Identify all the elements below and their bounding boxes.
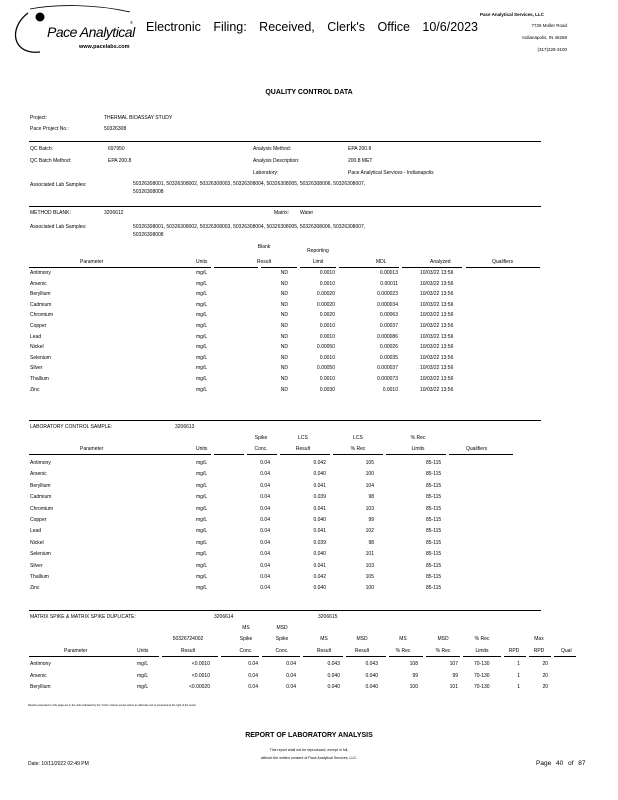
cell-rec-limits: 85-115 [426, 528, 442, 535]
cell-parameter: Nickel [30, 344, 44, 351]
col-header-sample-1: 50326724002 [172, 636, 204, 642]
cell-blank-result: ND [280, 333, 288, 340]
lcs-id: 3206613 [175, 424, 195, 430]
cell-rec-limits: 85-115 [426, 574, 442, 580]
cell-msd-rec: 99 [452, 672, 458, 679]
project-value: THERMAL BIOASSAY STUDY [104, 115, 173, 121]
cell-blank-result: ND [280, 280, 288, 287]
col-header-units: Units [137, 648, 149, 654]
cell-units: mg/L [196, 312, 208, 319]
cell-lcs-rec: 103 [365, 505, 374, 512]
cell-lcs-result: 0.042 [313, 574, 326, 580]
cell-units: mg/L [196, 517, 208, 523]
cell-parameter: Chromium [30, 312, 54, 319]
cell-lcs-rec: 100 [365, 471, 374, 478]
cell-mdl: 0.000037 [377, 365, 398, 372]
cell-parameter: Arsenic [30, 672, 47, 679]
cell-reporting-limit: 0.0010 [319, 323, 335, 329]
registered-mark: ® [130, 20, 133, 25]
analysis-method-value: EPA 200.8 [348, 146, 372, 152]
cell-lcs-rec: 102 [365, 528, 374, 535]
cell-ms-result: 0.040 [327, 684, 340, 690]
cell-mdl: 0.000086 [377, 333, 398, 340]
blank-associated-samples-line-2: 50326308008 [133, 232, 164, 238]
cell-spike-conc: 0.04 [260, 471, 270, 478]
method-blank-label: METHOD BLANK: [30, 210, 71, 216]
cell-ms-rec: 99 [412, 672, 418, 679]
cell-reporting-limit: 0.0010 [319, 354, 335, 361]
cell-units: mg/L [196, 323, 208, 329]
col-header-ms-spike-1: Spike [239, 636, 253, 642]
cell-spike-conc: 0.04 [260, 574, 270, 580]
cell-mdl: 0.00063 [379, 312, 398, 319]
disclaimer-line-2: without the written consent of Pace Analytical Services, LLC. [260, 756, 358, 760]
cell-mdl: 0.00011 [380, 280, 398, 287]
cell-parameter: Selenium [30, 551, 51, 558]
col-header-mdl: MDL [376, 259, 387, 265]
cell-rec-limits: 85-115 [426, 505, 442, 512]
cell-blank-result: ND [280, 344, 288, 351]
col-header-blank-1: Blank [257, 244, 271, 250]
disclaimer-line-1: This report shall not be reproduced, except in full, [269, 748, 349, 752]
divider [29, 610, 541, 611]
company-address-line-1: 7726 Moller Road [531, 23, 567, 28]
cell-ms-spike: 0.04 [248, 672, 258, 679]
cell-parameter: Nickel [30, 539, 44, 546]
cell-rec-limits: 85-115 [426, 551, 442, 558]
cell-units: mg/L [196, 482, 208, 489]
cell-ms-spike: 0.04 [248, 684, 258, 690]
cell-parameter: Thallium [30, 376, 49, 382]
cell-units: mg/L [137, 661, 149, 667]
matrix-label: Matrix: [274, 210, 289, 216]
cell-lcs-result: 0.039 [313, 494, 326, 501]
cell-blank-result: ND [280, 376, 288, 382]
cell-units: mg/L [196, 344, 208, 351]
cell-rec-limits: 85-115 [426, 460, 442, 466]
cell-units: mg/L [196, 585, 208, 592]
msd-id: 3206615 [318, 614, 338, 620]
cell-lcs-rec: 101 [365, 551, 374, 558]
laboratory-label: Laboratory: [253, 170, 279, 176]
cell-reporting-limit: 0.00020 [316, 301, 335, 308]
cell-units: mg/L [196, 386, 208, 393]
qc-batch-value: 697950 [108, 146, 125, 152]
cell-lcs-rec: 100 [365, 585, 374, 592]
cell-parameter: Lead [30, 333, 42, 340]
cell-reporting-limit: 0.0010 [319, 333, 335, 340]
col-header-parameter: Parameter [80, 259, 104, 265]
cell-parameter: Copper [30, 323, 47, 329]
cell-blank-result: ND [280, 301, 288, 308]
cell-spike-conc: 0.04 [260, 494, 270, 501]
col-header-msd-rec-1: MSD [437, 636, 449, 642]
col-header-limits-2: Limits [411, 446, 425, 452]
blank-associated-samples-line-1: 50326308001, 50326308002, 50326308003, 50326308004, 50326308005, 50326308006, 50326308007, [133, 224, 366, 230]
cell-lcs-rec: 105 [365, 574, 374, 580]
cell-units: mg/L [196, 365, 208, 372]
divider [29, 141, 541, 142]
divider [29, 206, 541, 207]
cell-mdl: 0.00026 [379, 344, 398, 351]
cell-rec-limits: 85-115 [426, 585, 442, 592]
cell-parameter: Antimony [30, 270, 51, 276]
cell-parameter: Antimony [30, 460, 51, 466]
col-header-parameter: Parameter [80, 446, 104, 452]
cell-reporting-limit: 0.0010 [319, 280, 335, 287]
cell-lcs-result: 0.041 [313, 505, 326, 512]
cell-lcs-result: 0.041 [313, 562, 326, 569]
cell-spike-conc: 0.04 [260, 460, 270, 466]
col-header-sample-2: Result [180, 648, 196, 654]
cell-reporting-limit: 0.0010 [319, 376, 335, 382]
cell-blank-result: ND [280, 291, 288, 298]
cell-mdl: 0.000073 [377, 376, 398, 382]
cell-parameter: Silver [30, 365, 43, 372]
cell-analyzed: 10/03/22 13:56 [420, 354, 454, 361]
cell-parameter: Beryllium [30, 291, 51, 298]
col-header-qualifiers: Qualifiers [492, 259, 514, 265]
cell-units: mg/L [196, 505, 208, 512]
cell-reporting-limit: 0.0020 [319, 312, 335, 319]
divider [29, 420, 541, 421]
cell-ms-rec: 100 [409, 684, 418, 690]
cell-units: mg/L [196, 471, 208, 478]
cell-ms-spike: 0.04 [248, 661, 258, 667]
ms-msd-label: MATRIX SPIKE & MATRIX SPIKE DUPLICATE: [30, 614, 136, 620]
cell-spike-conc: 0.04 [260, 585, 270, 592]
col-header-limit-1: Reporting [307, 248, 329, 254]
col-header-parameter: Parameter [64, 648, 88, 654]
cell-rec-limits: 70-130 [474, 672, 490, 679]
cell-spike-conc: 0.04 [260, 551, 270, 558]
cell-lcs-rec: 98 [368, 539, 374, 546]
cell-lcs-result: 0.040 [313, 471, 326, 478]
col-header-max-rpd-1: Max [534, 636, 544, 642]
report-date: Date: 10/11/2022 02:49 PM [28, 761, 89, 767]
cell-msd-spike: 0.04 [286, 684, 296, 690]
col-header-msd-spike-0: MSD [276, 625, 288, 631]
ms-id: 3206614 [214, 614, 234, 620]
cell-parameter: Silver [30, 562, 43, 569]
cell-analyzed: 10/03/22 13:56 [420, 323, 454, 329]
filing-stamp: Electronic Filing: Received, Clerk's Office 10/6/2023 [146, 20, 479, 34]
cell-lcs-rec: 104 [365, 482, 374, 489]
company-name: Pace Analytical Services, LLC [480, 12, 544, 17]
col-header-spike-2: Conc. [254, 446, 268, 452]
associated-samples-line-2: 50326308008 [133, 189, 164, 195]
col-header-ms-rec-2: % Rec [395, 648, 411, 654]
cell-blank-result: ND [280, 312, 288, 319]
cell-blank-result: ND [280, 323, 288, 329]
col-header-lcs-1: LCS [298, 435, 308, 441]
cell-mdl: 0.000023 [377, 291, 398, 298]
col-header-ms-spike-0: MS [242, 625, 250, 631]
cell-rpd: 1 [517, 684, 520, 690]
col-header-msd-rec-2: % Rec [435, 648, 451, 654]
cell-units: mg/L [137, 684, 149, 690]
cell-sample-result: <0.0010 [191, 672, 210, 679]
cell-lcs-result: 0.039 [313, 539, 326, 546]
cell-analyzed: 10/03/22 13:56 [420, 270, 454, 276]
cell-rec-limits: 70-130 [474, 661, 490, 667]
cell-rpd: 1 [517, 672, 520, 679]
cell-lcs-result: 0.040 [313, 517, 326, 523]
cell-spike-conc: 0.04 [260, 539, 270, 546]
cell-blank-result: ND [280, 386, 288, 393]
report-title: REPORT OF LABORATORY ANALYSIS [245, 732, 373, 739]
cell-sample-result: <0.0010 [191, 661, 210, 667]
cell-msd-spike: 0.04 [286, 661, 296, 667]
cell-units: mg/L [196, 270, 208, 276]
cell-analyzed: 10/03/22 13:56 [420, 280, 454, 287]
qc-method-value: EPA 200.8 [108, 158, 132, 164]
cell-rec-limits: 70-130 [474, 684, 490, 690]
cell-parameter: Arsenic [30, 280, 47, 287]
cell-parameter: Lead [30, 528, 42, 535]
cell-units: mg/L [196, 562, 208, 569]
cell-parameter: Zinc [30, 386, 40, 393]
cell-rec-limits: 85-115 [426, 482, 442, 489]
cell-spike-conc: 0.04 [260, 505, 270, 512]
cell-ms-result: 0.043 [327, 661, 340, 667]
col-header-lcs-rec-2: % Rec [350, 446, 366, 452]
qc-method-label: QC Batch Method: [30, 158, 72, 164]
cell-blank-result: ND [280, 365, 288, 372]
cell-analyzed: 10/03/22 13:56 [420, 365, 454, 372]
page-title: QUALITY CONTROL DATA [265, 89, 353, 96]
col-header-qualifiers: Qualifiers [466, 446, 488, 452]
cell-msd-spike: 0.04 [286, 672, 296, 679]
cell-rec-limits: 85-115 [426, 517, 442, 523]
cell-analyzed: 10/03/22 13:56 [420, 291, 454, 298]
cell-max-rpd: 20 [542, 684, 548, 690]
col-header-rpd: RPD [508, 648, 520, 654]
cell-units: mg/L [196, 494, 208, 501]
cell-blank-result: ND [280, 354, 288, 361]
pace-project-label: Pace Project No.: [30, 126, 69, 132]
cell-mdl: 0.000034 [377, 301, 398, 308]
cell-units: mg/L [196, 528, 208, 535]
cell-rec-limits: 85-115 [426, 494, 442, 501]
cell-lcs-rec: 98 [368, 494, 374, 501]
cell-units: mg/L [137, 672, 149, 679]
cell-analyzed: 10/03/22 13:56 [420, 376, 454, 382]
cell-ms-result: 0.040 [327, 672, 340, 679]
cell-mdl: 0.00035 [379, 354, 398, 361]
cell-analyzed: 10/03/22 13:56 [420, 312, 454, 319]
col-header-max-rpd-2: RPD [533, 648, 545, 654]
qc-batch-label: QC Batch: [30, 146, 54, 152]
col-header-limits-1: % Rec [410, 435, 426, 441]
cell-parameter: Selenium [30, 354, 51, 361]
cell-reporting-limit: 0.0030 [319, 386, 335, 393]
cell-msd-result: 0.040 [365, 684, 378, 690]
col-header-ms-rec-1: MS [399, 636, 407, 642]
cell-lcs-result: 0.040 [313, 551, 326, 558]
cell-analyzed: 10/03/22 13:56 [420, 386, 454, 393]
col-header-units: Units [196, 446, 208, 452]
cell-lcs-result: 0.040 [313, 585, 326, 592]
col-header-lcs-rec-1: LCS [353, 435, 363, 441]
associated-samples-label: Associated Lab Samples: [30, 182, 87, 188]
cell-spike-conc: 0.04 [260, 562, 270, 569]
col-header-blank-2: Result [256, 259, 272, 265]
cell-rec-limits: 85-115 [426, 562, 442, 569]
cell-analyzed: 10/03/22 13:56 [420, 301, 454, 308]
cell-lcs-rec: 103 [365, 562, 374, 569]
cell-parameter: Zinc [30, 585, 40, 592]
cell-parameter: Chromium [30, 505, 54, 512]
logo-url: www.pacelabs.com [79, 44, 130, 50]
cell-max-rpd: 20 [542, 661, 548, 667]
col-header-lcs-2: Result [295, 446, 311, 452]
col-header-limits-2: Limits [475, 648, 489, 654]
cell-units: mg/L [196, 460, 208, 466]
col-header-limit-2: Limit [312, 259, 324, 265]
cell-units: mg/L [196, 551, 208, 558]
cell-lcs-rec: 105 [365, 460, 374, 466]
col-header-msd-result-1: MSD [356, 636, 368, 642]
cell-mdl: 0.0010 [382, 386, 398, 393]
cell-units: mg/L [196, 574, 208, 580]
col-header-analyzed: Analyzed [430, 259, 451, 265]
cell-units: mg/L [196, 333, 208, 340]
cell-parameter: Beryllium [30, 482, 51, 489]
method-blank-id: 3206612 [104, 210, 124, 216]
analysis-description-label: Analysis Description: [253, 158, 300, 164]
analysis-description-value: 200.8 MET [348, 158, 373, 164]
cell-units: mg/L [196, 301, 208, 308]
cell-lcs-rec: 99 [368, 517, 374, 523]
cell-msd-rec: 101 [449, 684, 458, 690]
cell-mdl: 0.00013 [379, 270, 398, 276]
cell-ms-rec: 108 [409, 661, 418, 667]
cell-units: mg/L [196, 539, 208, 546]
cell-units: mg/L [196, 291, 208, 298]
cell-lcs-result: 0.041 [313, 528, 326, 535]
cell-analyzed: 10/03/22 13:56 [420, 344, 454, 351]
laboratory-value: Pace Analytical Services - Indianapolis [348, 170, 434, 176]
cell-units: mg/L [196, 354, 208, 361]
cell-lcs-result: 0.041 [313, 482, 326, 489]
cell-parameter: Beryllium [30, 684, 51, 690]
cell-units: mg/L [196, 280, 208, 287]
cell-spike-conc: 0.04 [260, 528, 270, 535]
cell-analyzed: 10/03/22 13:56 [420, 333, 454, 340]
company-address-line-2: Indianapolis, IN 46268 [522, 35, 567, 40]
analysis-method-label: Analysis Method: [253, 146, 292, 152]
cell-lcs-result: 0.042 [313, 460, 326, 466]
col-header-limits-1: % Rec [474, 636, 490, 642]
cell-sample-result: <0.00020 [189, 684, 210, 690]
cell-reporting-limit: 0.00050 [316, 344, 335, 351]
cell-reporting-limit: 0.0010 [319, 270, 335, 276]
col-header-msd-result-2: Result [354, 648, 370, 654]
col-header-spike-1: Spike [254, 435, 268, 441]
cell-parameter: Cadmium [30, 494, 52, 501]
col-header-msd-spike-1: Spike [275, 636, 289, 642]
project-label: Project: [30, 115, 47, 121]
col-header-ms-spike-2: Conc. [239, 648, 253, 654]
lcs-label: LABORATORY CONTROL SAMPLE: [30, 424, 113, 430]
cell-parameter: Antimony [30, 661, 51, 667]
cell-parameter: Arsenic [30, 471, 47, 478]
col-header-ms-result-1: MS [320, 636, 328, 642]
cell-mdl: 0.00037 [379, 323, 398, 329]
cell-reporting-limit: 0.00050 [316, 365, 335, 372]
cell-parameter: Copper [30, 517, 47, 523]
company-logo: Pace Analytical [47, 24, 135, 40]
cell-msd-rec: 107 [449, 661, 458, 667]
col-header-msd-spike-2: Conc. [275, 648, 289, 654]
cell-blank-result: ND [280, 270, 288, 276]
cell-rec-limits: 85-115 [426, 539, 442, 546]
cell-msd-result: 0.043 [365, 661, 378, 667]
results-note: Results presented on this page are in the units indicated by the "Units" column except where an alternate unit is presented to the right of the result. [28, 704, 197, 707]
cell-spike-conc: 0.04 [260, 517, 270, 523]
page-number: Page 40 of 87 [536, 760, 586, 767]
company-phone: (317)228-3100 [537, 47, 567, 52]
cell-max-rpd: 20 [542, 672, 548, 679]
col-header-units: Units [196, 259, 208, 265]
associated-samples-line-1: 50326308001, 50326308002, 50326308003, 50326308004, 50326308005, 50326308006, 50326308007, [133, 181, 366, 187]
cell-rpd: 1 [517, 661, 520, 667]
cell-parameter: Thallium [30, 574, 49, 580]
blank-associated-samples-label: Associated Lab Samples: [30, 224, 87, 230]
col-header-qual: Qual [561, 648, 572, 654]
cell-parameter: Cadmium [30, 301, 52, 308]
matrix-value: Water [300, 210, 314, 216]
cell-msd-result: 0.040 [365, 672, 378, 679]
cell-units: mg/L [196, 376, 208, 382]
col-header-ms-result-2: Result [316, 648, 332, 654]
cell-reporting-limit: 0.00020 [316, 291, 335, 298]
pace-project-value: 50326308 [104, 126, 127, 132]
cell-rec-limits: 85-115 [426, 471, 442, 478]
cell-spike-conc: 0.04 [260, 482, 270, 489]
